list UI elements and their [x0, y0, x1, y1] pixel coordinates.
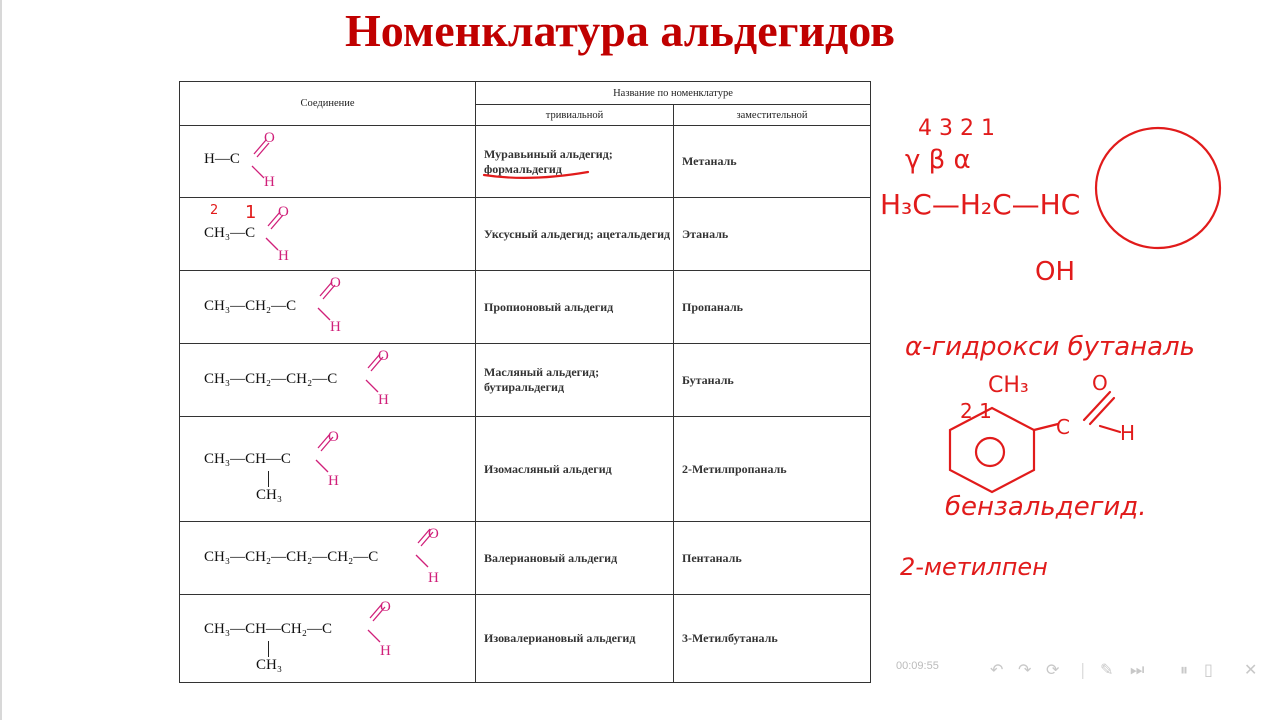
loop-icon[interactable]: ⟳	[1046, 660, 1060, 679]
trivial-name: Изовалериановый альдегид	[476, 595, 674, 683]
trivial-name: Пропионовый альдегид	[476, 271, 674, 344]
formula-3-methylbutanal: CH₃—CH—CH₂—C CH₃ O H	[204, 599, 391, 673]
video-time: 00:09:55	[896, 660, 939, 672]
systematic-name: Пентаналь	[674, 522, 871, 595]
divider-icon: |	[1080, 660, 1086, 679]
undo-icon[interactable]: ↶	[990, 660, 1004, 679]
header-systematic: заместительной	[674, 105, 871, 126]
table-row	[180, 417, 871, 522]
annot-2: 2	[210, 203, 219, 218]
systematic-name: Этаналь	[674, 198, 871, 271]
trivial-name: Валериановый альдегид	[476, 522, 674, 595]
svg-text:H: H	[1120, 421, 1136, 445]
formula-ethanal: CH₃—C O H	[204, 204, 289, 264]
trivial-name: Изомасляный альдегид	[476, 417, 674, 522]
slide-title: Номенклатура альдегидов	[345, 5, 895, 56]
trivial-name: Уксусный альдегид; ацетальдегид	[476, 198, 674, 271]
systematic-name: Метаналь	[674, 126, 871, 198]
close-icon[interactable]: ✕	[1244, 660, 1258, 679]
annot-name2: бензальдегид.	[945, 492, 1147, 522]
formula-pentanal: CH₃—CH₂—CH₂—CH₂—C O H	[204, 526, 439, 586]
svg-text:O: O	[1092, 371, 1108, 395]
table-row	[180, 198, 871, 271]
pen-icon[interactable]: ✎	[1100, 660, 1114, 679]
annot-chain: H₃C—H₂C—HC	[880, 188, 1081, 221]
nomenclature-table	[179, 81, 871, 683]
redo-icon[interactable]: ↷	[1018, 660, 1032, 679]
annot-name3: 2-метилпен	[900, 553, 1048, 581]
benzene-ring-stroke	[950, 408, 1034, 492]
pause-icon[interactable]: ⏸	[1180, 660, 1189, 679]
formula-propanal: CH₃—CH₂—C O H	[204, 275, 341, 335]
systematic-name: 2-Метилпропаналь	[674, 417, 871, 522]
formula-butanal: CH₃—CH₂—CH₂—C O H	[204, 348, 389, 408]
annot-ch3: CH₃	[988, 373, 1029, 398]
header-names: Название по номенклатуре	[476, 82, 871, 105]
annot-greek: γ β α	[905, 145, 971, 175]
systematic-name: Бутаналь	[674, 344, 871, 417]
table-row	[180, 271, 871, 344]
frame-icon[interactable]: ▯	[1204, 660, 1213, 679]
table-row	[180, 595, 871, 683]
trivial-name: Масляный альдегид; бутиральдегид	[476, 344, 674, 417]
trivial-name: Муравьиный альдегид; формальдегид	[476, 126, 674, 198]
header-trivial: тривиальной	[476, 105, 674, 126]
circle-stroke	[1096, 128, 1220, 248]
slide-edge	[0, 0, 2, 720]
header-compound: Соединение	[180, 82, 476, 126]
svg-text:C: C	[1056, 415, 1070, 439]
annot-name1: α-гидрокси бутаналь	[905, 332, 1195, 362]
annot-1: 1	[245, 202, 257, 223]
annot-oh: OH	[1035, 257, 1076, 287]
table-row	[180, 344, 871, 417]
systematic-name: Пропаналь	[674, 271, 871, 344]
systematic-name: 3-Метилбутаналь	[674, 595, 871, 683]
formula-2-methylpropanal: CH₃—CH—C CH₃ O H	[204, 429, 339, 503]
annot-numbers: 4 3 2 1	[918, 116, 995, 141]
table-row	[180, 522, 871, 595]
annot-ring-nums: 2 1	[960, 399, 992, 423]
formula-methanal: H—C O H	[204, 130, 275, 190]
skip-icon[interactable]: ⏭	[1130, 660, 1145, 679]
benzene-circle-stroke	[976, 438, 1004, 466]
table-row	[180, 126, 871, 198]
